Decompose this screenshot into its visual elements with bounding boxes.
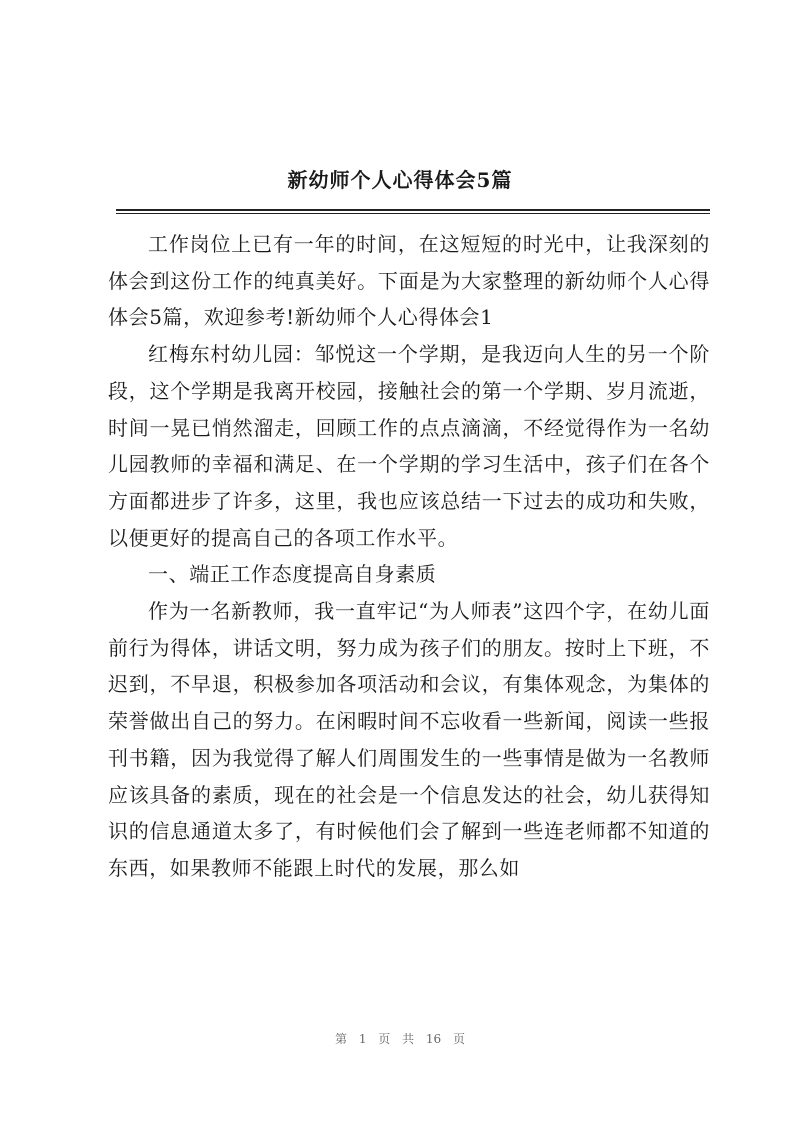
paragraph-attitude: 作为一名新教师，我一直牢记“为人师表”这四个字，在幼儿面前行为得体，讲话文明，努力成为孩子们的朋友。按时上下班，不迟到，不早退，积极参加各项活动和会议，有集体观念，为集体的荣誉做出自己的努力。在闲暇时间不忘收看一些新闻，阅读一些报刊书籍，因为我觉得了解人们周围发生的一些事情是做为一名教师应该具备的素质，现在的社会是一个信息发达的社会，幼儿获得知识的信息通道太多了，有时候他们会了解到一些连老师都不知道的东西，如果教师不能跟上时代的发展，那么如	[108, 599, 710, 880]
title-rule-thin	[116, 213, 710, 214]
title-rule-thick	[116, 209, 710, 211]
paragraph-essay-1: 红梅东村幼儿园：邹悦这一个学期，是我迈向人生的另一个阶段，这个学期是我离开校园，接触社会的第一个学期、岁月流逝，时间一晃已悄然溜走，回顾工作的点点滴滴，不经觉得作为一名幼儿园教师的幸福和满足、在一个学期的学习生活中，孩子们在各个方面都进步了许多，这里，我也应该总结一下过去的成功和失败，以便更好的提高自己的各项工作水平。	[108, 342, 710, 550]
page-number-footer: 第 1 页 共 16 页	[335, 1032, 465, 1046]
section-heading: 一、端正工作态度提高自身素质	[148, 562, 437, 587]
document-title: 新幼师个人心得体会5篇	[287, 168, 513, 192]
document-body	[108, 226, 710, 887]
paragraph-intro: 工作岗位上已有一年的时间，在这短短的时光中，让我深刻的体会到这份工作的纯真美好。下面是为大家整理的新幼师个人心得体会5篇，欢迎参考!新幼师个人心得体会1	[108, 232, 710, 330]
